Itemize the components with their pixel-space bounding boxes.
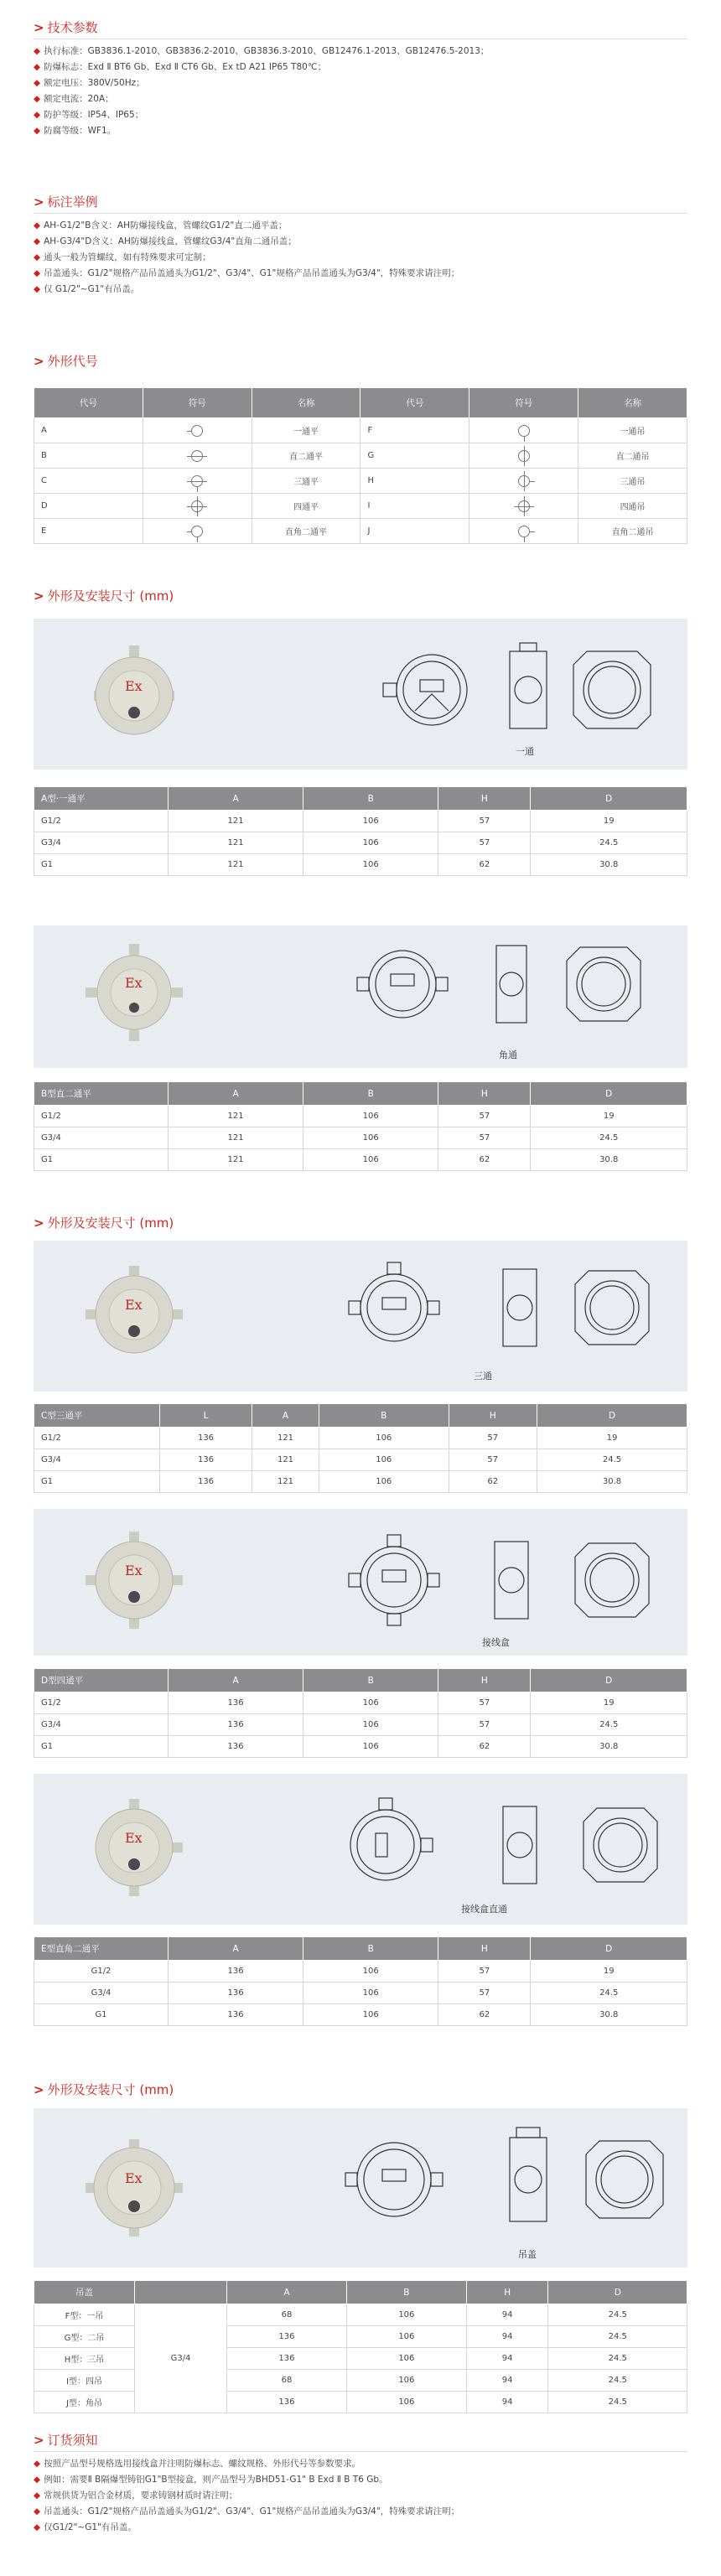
dim-table-e: E型直角二通平 A B H D G1/2 136 106 57 19 G3/4 136 106 57 24.5 G1 136 106 62 30.8: [34, 1936, 687, 2026]
list-item: ◆ 吊盖通头：G1/2"规格产品吊盖通头为G1/2"、G3/4"、G1"规格产品吊盖通头为G3/4"，特殊要求请注明；: [34, 2506, 460, 2516]
col-header: 代号: [34, 388, 143, 418]
drawing-panel: [34, 2108, 687, 2268]
section-title-dim: > 外形及安装尺寸 (mm): [34, 2082, 174, 2097]
dim-table-b: B型直二通平 A B H D G1/2 121 106 57 19 G3/4 121 106 57 24.5 G1 121 106 62 30.8: [34, 1081, 687, 1171]
list-item: ◆ 防爆标志：Exd Ⅱ BT6 Gb、Exd Ⅱ CT6 Gb、Ex tD A21 IP65 T80℃；: [34, 62, 327, 72]
drawing-panel: [34, 619, 687, 770]
section-title-dim: > 外形及安装尺寸 (mm): [34, 1215, 174, 1231]
drawing-panel: [34, 1774, 687, 1925]
svg-text:Ex: Ex: [125, 2170, 143, 2186]
list-item: ◆ 仅 G1/2"~G1"有吊盖。: [34, 284, 140, 294]
list-item: ◆ 通头一般为管螺纹，如有特殊要求可定制；: [34, 252, 211, 262]
list-item: ◆ 吊盖通头：G1/2"规格产品吊盖通头为G1/2"、G3/4"、G1"规格产品吊盖通头为G3/4"，特殊要求请注明；: [34, 268, 460, 278]
product-drawing: [34, 925, 687, 1068]
table-row: G1/2 136 106 57 19: [34, 1961, 687, 1983]
col-header: 名称: [578, 388, 687, 418]
product-drawing: [34, 2108, 687, 2268]
drawing-label: 吊盖: [518, 2249, 537, 2260]
product-drawing: [34, 1241, 687, 1392]
svg-text:Ex: Ex: [125, 975, 143, 991]
svg-text:Ex: Ex: [125, 1563, 143, 1578]
list-item: ◆ 额定电压：380V/50Hz；: [34, 78, 145, 88]
symbol-icon: [191, 475, 203, 487]
section-title-code: > 外形代号: [34, 354, 98, 369]
list-item: ◆ 常规供货为铝合金材质，要求铸钢材质时请注明；: [34, 2490, 238, 2501]
list-item: ◆ 例如：需要Ⅱ B隔爆型铸铝G1"B型接盒，则产品型号为BHD51-G1" B Exd Ⅱ B T6 Gb。: [34, 2475, 388, 2485]
table-row: G1 121 106 62 30.8: [34, 854, 687, 876]
list-item: ◆ AH-G3/4"D含义：AH防爆接线盒，管螺纹G3/4"直角二通吊盖；: [34, 236, 297, 246]
order-list: [34, 2456, 687, 2536]
section-title-notes: > 标注举例: [34, 194, 98, 210]
symbol-icon: [191, 425, 203, 437]
table-row: G1 121 106 62 30.8: [34, 1149, 687, 1171]
svg-text:Ex: Ex: [125, 1297, 143, 1313]
table-row: G1/2 121 106 57 19: [34, 811, 687, 832]
table-row: G1/2 121 106 57 19: [34, 1106, 687, 1127]
drawing-label: 接线盒: [482, 1637, 510, 1648]
drawing-panel: [34, 1509, 687, 1656]
table-row: G3/4 136 106 57 24.5: [34, 1714, 687, 1736]
table-row: E 直角二通平 J 直角二通吊: [34, 519, 687, 544]
list-item: ◆ 按照产品型号规格选用接线盒并注明防爆标志、螺纹规格、外形代号等参数要求。: [34, 2459, 361, 2469]
symbol-icon: [518, 450, 530, 462]
symbol-icon: [518, 475, 530, 487]
table-row: A 一通平 F 一通吊: [34, 418, 687, 443]
table-row: I型：四吊 68 106 94 24.5: [34, 2370, 687, 2392]
table-row: J型：角吊 136 106 94 24.5: [34, 2392, 687, 2413]
product-drawing: [34, 1774, 687, 1925]
list-item: ◆ 仅G1/2"~G1"有吊盖。: [34, 2522, 137, 2532]
drawing-label: 角通: [499, 1050, 517, 1060]
table-row: G3/4 136 106 57 24.5: [34, 1983, 687, 2004]
symbol-icon: [518, 425, 530, 437]
product-drawing: [34, 1509, 687, 1656]
code-table: [34, 387, 687, 544]
table-row: H型：三吊 136 106 94 24.5: [34, 2348, 687, 2370]
notes-list: [34, 218, 687, 298]
drawing-panel: [34, 925, 687, 1068]
table-row: G3/4 121 106 57 24.5: [34, 1127, 687, 1149]
table-row: B 直二通平 G 直二通吊: [34, 443, 687, 469]
symbol-icon: [518, 526, 530, 537]
dim-table-a: A型·一通平 A B H D G1/2 121 106 57 19 G3/4 121 106 57 24.5 G1 121 106 62 30.8: [34, 786, 687, 876]
svg-text:Ex: Ex: [125, 678, 143, 694]
drawing-label: 接线盒直通: [461, 1904, 507, 1915]
table-row: G1 136 121 106 62 30.8: [34, 1471, 687, 1493]
list-item: ◆ 额定电流：20A；: [34, 94, 114, 104]
list-item: ◆ AH-G1/2"B含义：AH防爆接线盒，管螺纹G1/2"直二通平盖；: [34, 220, 288, 231]
section-title-dim: > 外形及安装尺寸 (mm): [34, 588, 174, 604]
drawing-label: 三通: [474, 1371, 492, 1381]
symbol-icon: [191, 500, 203, 512]
table-row: F型：一吊 G3/4 68 106 94 24.5: [34, 2304, 687, 2326]
divider: [34, 2451, 687, 2452]
col-header: 名称: [252, 388, 360, 418]
section-title-tech: > 技术参数: [34, 20, 98, 35]
symbol-icon: [191, 526, 203, 537]
dim-table-c: C型三通平 L A B H D G1/2 136 121 106 57 19 G3/4 136 121 106 57 24.5 G1 136 121 106 62 30.8: [34, 1403, 687, 1493]
dim-table-d: D型四通平 A B H D G1/2 136 106 57 19 G3/4 136 106 57 24.5 G1 136 106 62 30.8: [34, 1668, 687, 1758]
section-title-order: > 订货须知: [34, 2433, 98, 2448]
table-row: C 三通平 H 三通吊: [34, 469, 687, 494]
list-item: ◆ 执行标准：GB3836.1-2010、GB3836.2-2010、GB3836.3-2010、GB12476.1-2013、GB12476.5-2013；: [34, 46, 490, 56]
table-row: G1/2 136 121 106 57 19: [34, 1428, 687, 1449]
list-item: ◆ 防腐等级：WF1。: [34, 126, 117, 136]
table-row: G3/4 136 121 106 57 24.5: [34, 1449, 687, 1471]
table-row: G3/4 121 106 57 24.5: [34, 832, 687, 854]
col-header: 符号: [143, 388, 252, 418]
drawing-label: 一通: [516, 746, 534, 757]
symbol-icon: [518, 500, 530, 512]
table-row: G1 136 106 62 30.8: [34, 1736, 687, 1758]
product-drawing: [34, 619, 687, 770]
symbol-icon: [191, 450, 203, 462]
dim-table-hang: 吊盖 A B H D F型：一吊 G3/4 68 106 94 24.5 G型：二吊 136 106 94 24.5 H型：三吊 136 106 94 24.5 I型：四吊 68 106 94 24.5 J型：角吊 136 106 94 24.5: [34, 2280, 687, 2413]
list-item: ◆ 防护等级：IP54、IP65；: [34, 110, 144, 120]
table-row: G1 136 106 62 30.8: [34, 2004, 687, 2026]
table-row: G型：二吊 136 106 94 24.5: [34, 2326, 687, 2348]
table-row: G1/2 136 106 57 19: [34, 1692, 687, 1714]
divider: [34, 213, 687, 214]
svg-text:Ex: Ex: [125, 1830, 143, 1846]
tech-list: [34, 44, 687, 139]
table-row: D 四通平 I 四通吊: [34, 494, 687, 519]
col-header: 符号: [469, 388, 578, 418]
drawing-panel: [34, 1241, 687, 1392]
col-header: 代号: [360, 388, 469, 418]
